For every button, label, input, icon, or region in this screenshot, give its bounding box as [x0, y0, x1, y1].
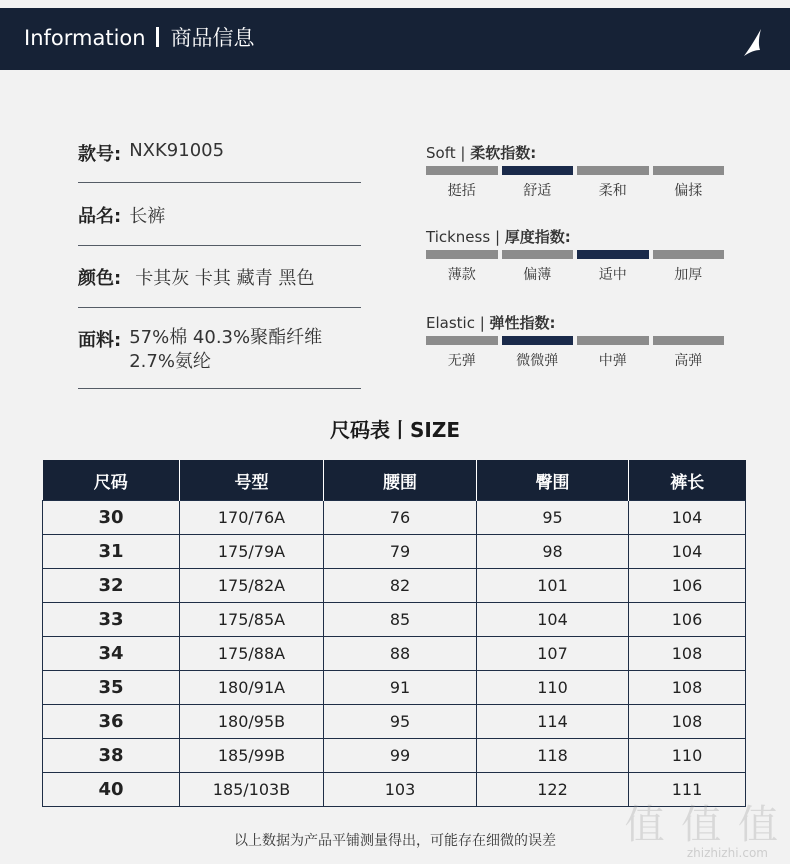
column-header: 腰围 — [324, 460, 477, 501]
table-row — [43, 671, 746, 705]
table-cell: 185/103B — [180, 773, 324, 807]
table-cell: 40 — [43, 773, 180, 807]
index-title-en: Soft — [426, 144, 456, 162]
size-table — [42, 460, 746, 807]
watermark-url: zhizhizhi.com — [686, 846, 768, 860]
index-label: 舒适 — [523, 183, 552, 199]
spec-value: 57%棉 40.3%聚酯纤维 2.7%氨纶 — [129, 327, 323, 372]
column-header: 号型 — [180, 460, 324, 501]
table-row — [43, 705, 746, 739]
table-cell: 106 — [629, 569, 746, 603]
table-cell: 95 — [324, 705, 477, 739]
index-bar — [502, 250, 574, 259]
table-row — [43, 535, 746, 569]
index-label: 加厚 — [674, 267, 703, 283]
size-table-header-row — [43, 460, 746, 501]
table-cell: 108 — [629, 637, 746, 671]
index-title-en: Tickness — [426, 228, 491, 246]
table-row — [43, 569, 746, 603]
table-cell: 31 — [43, 535, 180, 569]
table-cell: 114 — [477, 705, 629, 739]
table-cell: 33 — [43, 603, 180, 637]
spec-value: 长裤 — [129, 206, 166, 227]
index-bar-selected — [577, 250, 649, 259]
index-label: 薄款 — [447, 267, 476, 283]
table-cell: 185/99B — [180, 739, 324, 773]
index-labels — [426, 350, 724, 370]
header-bar — [0, 8, 790, 70]
table-cell: 110 — [629, 739, 746, 773]
spec-key: 品名: — [78, 206, 122, 227]
size-table-title: 尺码表丨SIZE — [329, 418, 460, 442]
index-labels — [426, 180, 724, 200]
index-bar — [577, 336, 649, 345]
header-title-zh: 商品信息 — [170, 26, 255, 50]
table-cell: 108 — [629, 705, 746, 739]
table-cell: 175/85A — [180, 603, 324, 637]
spec-row-style-number — [78, 140, 361, 183]
table-cell: 85 — [324, 603, 477, 637]
table-cell: 180/91A — [180, 671, 324, 705]
watermark: 值 值 值 — [624, 802, 780, 848]
index-title-zh: 弹性指数: — [489, 314, 556, 332]
header-separator — [156, 27, 159, 47]
index-bar — [577, 166, 649, 175]
table-cell: 108 — [629, 671, 746, 705]
table-row — [43, 739, 746, 773]
index-title-en: Elastic — [426, 314, 475, 332]
table-cell: 101 — [477, 569, 629, 603]
index-label: 高弹 — [674, 353, 703, 369]
header-title-en: Information — [24, 26, 146, 50]
index-label: 适中 — [598, 267, 627, 283]
table-cell: 30 — [43, 501, 180, 535]
table-cell: 104 — [477, 603, 629, 637]
table-cell: 34 — [43, 637, 180, 671]
table-cell: 38 — [43, 739, 180, 773]
table-cell: 106 — [629, 603, 746, 637]
spec-value: NXK91005 — [129, 140, 225, 161]
index-label: 微微弹 — [516, 353, 559, 369]
table-cell: 104 — [629, 501, 746, 535]
index-bars — [426, 166, 724, 175]
index-label: 柔和 — [598, 183, 627, 199]
index-bar-selected — [502, 166, 574, 175]
table-cell: 36 — [43, 705, 180, 739]
index-soft — [426, 142, 724, 200]
table-cell: 107 — [477, 637, 629, 671]
spec-key: 面料: — [78, 330, 122, 351]
table-cell: 35 — [43, 671, 180, 705]
table-cell: 79 — [324, 535, 477, 569]
index-bar — [653, 336, 725, 345]
table-cell: 175/79A — [180, 535, 324, 569]
index-bar — [426, 250, 498, 259]
table-cell: 170/76A — [180, 501, 324, 535]
table-cell: 91 — [324, 671, 477, 705]
spec-row-colors — [78, 264, 361, 308]
index-label: 中弹 — [598, 353, 627, 369]
table-cell: 99 — [324, 739, 477, 773]
footer-note: 以上数据为产品平铺测量得出，可能存在细微的误差 — [234, 833, 556, 849]
table-row — [43, 501, 746, 535]
index-bar — [653, 250, 725, 259]
table-cell: 175/82A — [180, 569, 324, 603]
index-bar-selected — [502, 336, 574, 345]
spec-value: 卡其灰 卡其 藏青 黑色 — [135, 268, 315, 289]
table-cell: 175/88A — [180, 637, 324, 671]
header-title — [24, 22, 255, 52]
index-label: 无弹 — [447, 353, 476, 369]
spec-key: 款号: — [78, 144, 122, 165]
index-bar — [653, 166, 725, 175]
index-label: 偏薄 — [523, 267, 552, 283]
table-row — [43, 637, 746, 671]
index-labels — [426, 264, 724, 284]
table-cell: 122 — [477, 773, 629, 807]
table-cell: 82 — [324, 569, 477, 603]
index-title-zh: 柔软指数: — [470, 144, 537, 162]
index-title: Elastic | 弹性指数: — [426, 314, 556, 332]
column-header: 臀围 — [477, 460, 629, 501]
index-title: Tickness | 厚度指数: — [426, 228, 571, 246]
table-cell: 110 — [477, 671, 629, 705]
table-cell: 98 — [477, 535, 629, 569]
table-row — [43, 603, 746, 637]
table-cell: 88 — [324, 637, 477, 671]
table-cell: 104 — [629, 535, 746, 569]
spec-row-fabric — [78, 326, 361, 389]
table-cell: 76 — [324, 501, 477, 535]
index-bar — [426, 336, 498, 345]
index-bars — [426, 336, 724, 345]
table-cell: 180/95B — [180, 705, 324, 739]
index-title: Soft | 柔软指数: — [426, 144, 537, 162]
index-bar — [426, 166, 498, 175]
index-title-zh: 厚度指数: — [504, 228, 571, 246]
table-cell: 111 — [629, 773, 746, 807]
spec-key: 颜色: — [78, 268, 122, 289]
index-thickness — [426, 226, 724, 284]
index-label: 挺括 — [447, 183, 476, 199]
table-cell: 32 — [43, 569, 180, 603]
sail-logo-icon — [742, 28, 764, 62]
index-elastic — [426, 312, 724, 370]
column-header: 尺码 — [43, 460, 180, 501]
index-label: 偏揉 — [674, 183, 703, 199]
table-cell: 95 — [477, 501, 629, 535]
column-header: 裤长 — [629, 460, 746, 501]
table-cell: 103 — [324, 773, 477, 807]
index-bars — [426, 250, 724, 259]
table-cell: 118 — [477, 739, 629, 773]
spec-row-product-name — [78, 202, 361, 246]
